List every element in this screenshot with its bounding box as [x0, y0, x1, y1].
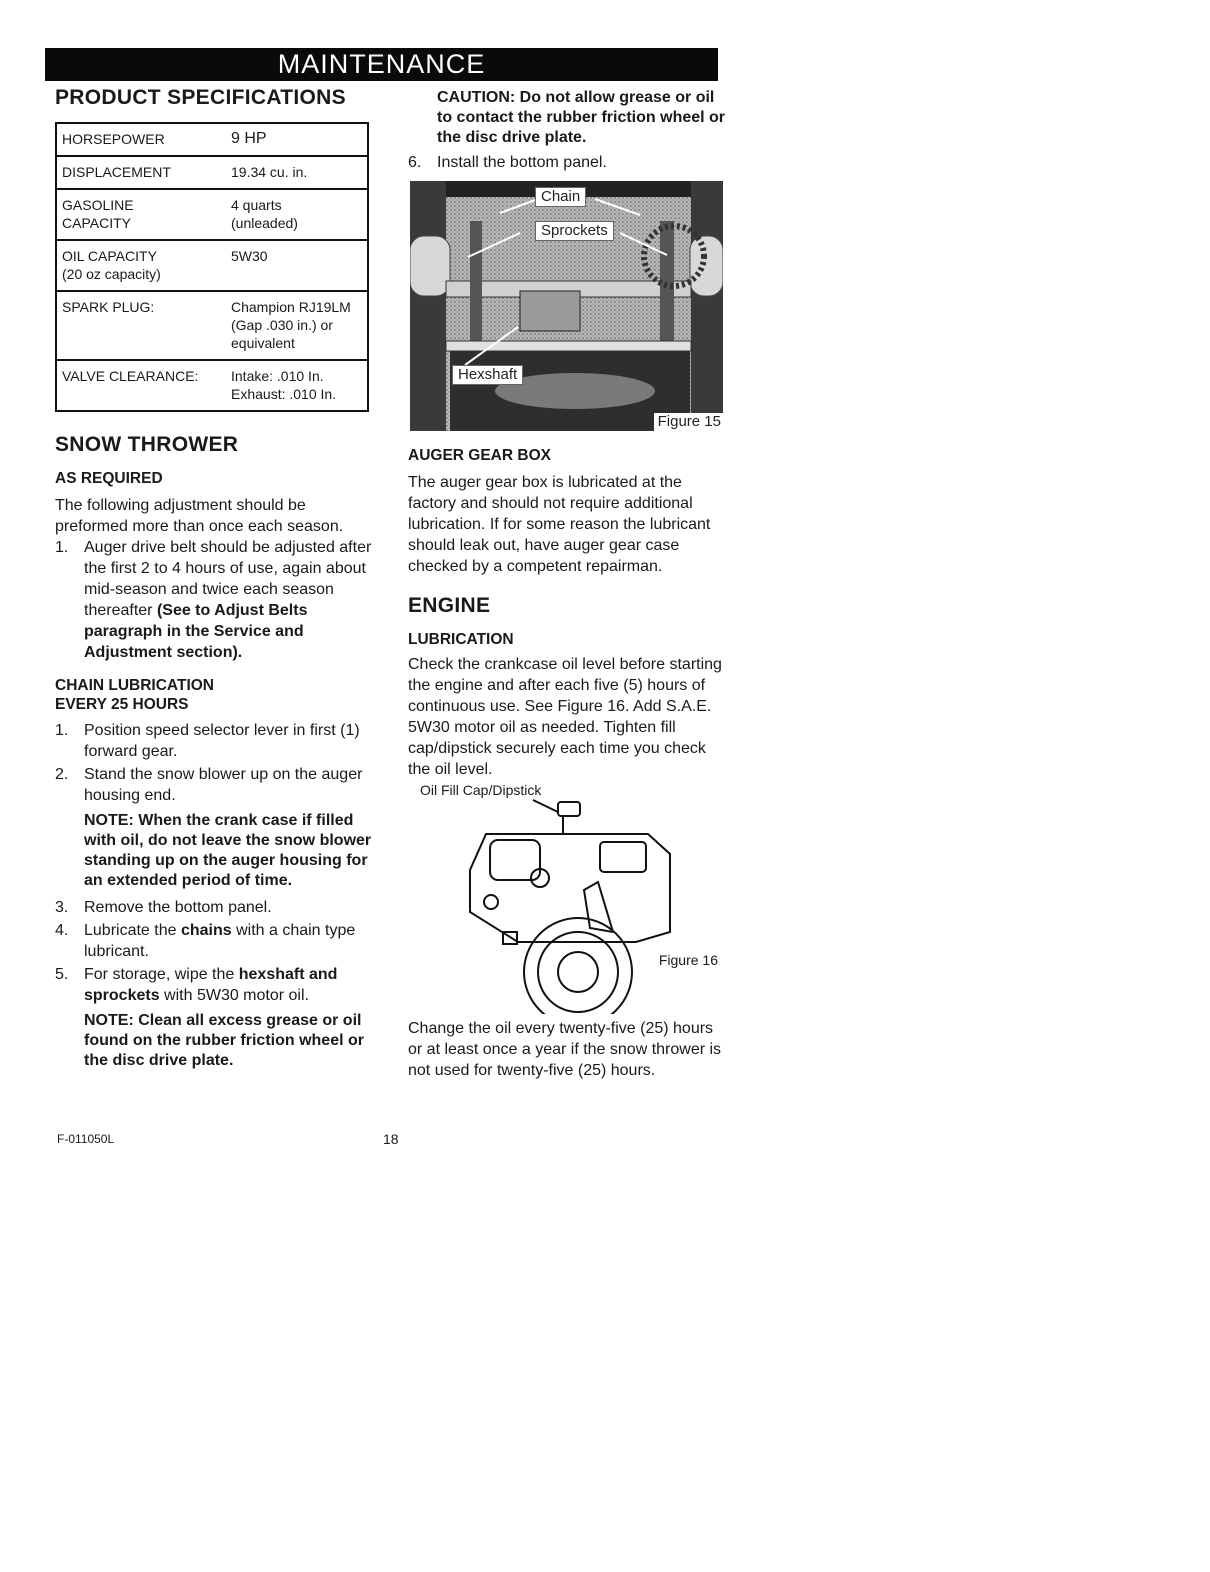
chain-list — [55, 720, 375, 806]
spec-label: SPARK PLUG: — [56, 291, 226, 360]
list-item — [55, 720, 375, 762]
snow-thrower-title: SNOW THROWER — [55, 433, 239, 456]
document-code: F-011050L — [57, 1132, 115, 1146]
list-text: Remove the bottom panel. — [84, 899, 272, 916]
lubrication-text: Check the crankcase oil level before starting the engine and after each five (5) hours of continuous use. See Figure 16. Add S.A.E. 5W30 motor oil as needed. Tighten fill cap/dipstick securely each time you check the oil level. — [408, 656, 722, 778]
every-25-hours-heading: EVERY 25 HOURS — [55, 696, 189, 713]
chain-label: Chain — [535, 187, 586, 207]
as-required-heading: AS REQUIRED — [55, 470, 163, 487]
caution-text: CAUTION: Do not allow grease or oil to contact the rubber friction wheel or the disc drive plate. — [437, 89, 726, 146]
spec-label: GASOLINE CAPACITY — [56, 189, 226, 240]
figure-15-photo — [410, 181, 723, 431]
product-specifications-title: PRODUCT SPECIFICATIONS — [55, 86, 346, 109]
spec-row — [56, 189, 368, 240]
list-bold-text: hexshaft and sprockets — [84, 966, 338, 1004]
list-bold-text: chains — [180, 922, 232, 939]
list-item — [408, 152, 726, 173]
list-text: For storage, wipe the — [84, 966, 239, 983]
figure-16 — [408, 782, 718, 1014]
spec-label: DISPLACEMENT — [56, 156, 226, 189]
note-crank-case: NOTE: When the crank case if filled with oil, do not leave the snow blower standing up on the auger housing for an extended period of time. — [84, 812, 372, 889]
list-bold-text: (See to Adjust Belts paragraph in the Service and Adjustment section). — [84, 602, 308, 661]
list-item — [55, 764, 375, 806]
list-number: 1. — [55, 722, 69, 739]
list-number: 1. — [55, 539, 69, 556]
oil-change-text: Change the oil every twenty-five (25) hours or at least once a year if the snow thrower is not used for twenty-five (25) hours. — [408, 1020, 722, 1079]
figure-15-caption: Figure 15 — [654, 413, 723, 431]
list-item — [55, 964, 375, 1006]
lubrication-heading: LUBRICATION — [408, 631, 514, 648]
note-clean-grease: NOTE: Clean all excess grease or oil found on the rubber friction wheel or the disc drive plate. — [84, 1012, 364, 1069]
spec-row — [56, 240, 368, 291]
list-number: 6. — [408, 154, 422, 171]
spec-value: 5W30 — [226, 240, 368, 291]
page-number: 18 — [383, 1131, 399, 1147]
spec-row — [56, 360, 368, 411]
spec-value: 4 quarts (unleaded) — [226, 189, 368, 240]
spec-value: Intake: .010 In. Exhaust: .010 In. — [226, 360, 368, 411]
right-column — [408, 88, 726, 1081]
figure-15 — [410, 181, 723, 431]
list-text: Auger drive belt should be adjusted after the first 2 to 4 hours of use, again about mid-season and twice each season thereafter — [84, 539, 372, 619]
figure-16-caption: Figure 16 — [658, 952, 718, 968]
spec-value: 9 HP — [231, 130, 267, 147]
list-item — [55, 920, 375, 962]
spec-label: HORSEPOWER — [62, 131, 165, 147]
engine-title: ENGINE — [408, 594, 491, 617]
spec-label: VALVE CLEARANCE: — [56, 360, 226, 411]
sprockets-label: Sprockets — [535, 221, 614, 241]
list-text: Stand the snow blower up on the auger housing end. — [84, 766, 363, 804]
spec-label: OIL CAPACITY (20 oz capacity) — [56, 240, 226, 291]
list-text: Position speed selector lever in first (1) forward gear. — [84, 722, 360, 760]
list-text: with a chain type lubricant. — [84, 922, 356, 960]
as-required-intro: The following adjustment should be preformed more than once each season. — [55, 497, 344, 535]
list-number: 2. — [55, 766, 69, 783]
spec-value: Champion RJ19LM (Gap .030 in.) or equivalent — [226, 291, 368, 360]
spec-table — [55, 122, 369, 412]
auger-gear-box-heading: AUGER GEAR BOX — [408, 447, 551, 464]
list-number: 5. — [55, 966, 69, 983]
oil-fill-cap-label: Oil Fill Cap/Dipstick — [420, 782, 542, 798]
engine-drawing — [408, 782, 718, 1014]
chain-list-continued — [55, 897, 375, 1006]
chain-lubrication-heading: CHAIN LUBRICATION — [55, 677, 215, 694]
left-column — [55, 86, 375, 1071]
spec-row — [56, 123, 368, 156]
list-number: 4. — [55, 922, 69, 939]
list-number: 3. — [55, 899, 69, 916]
hexshaft-label: Hexshaft — [452, 365, 523, 385]
spec-row — [56, 291, 368, 360]
as-required-list — [55, 537, 375, 663]
list-item — [55, 897, 375, 918]
list-text: Install the bottom panel. — [437, 154, 607, 171]
list-text: with 5W30 motor oil. — [159, 987, 309, 1004]
spec-row — [56, 156, 368, 189]
list-item — [55, 537, 375, 663]
section-banner: MAINTENANCE — [45, 48, 718, 81]
auger-gear-box-text: The auger gear box is lubricated at the factory and should not require additional lubrication. If for some reason the lubricant should leak out, have auger gear case checked by a competent repairman. — [408, 474, 711, 575]
list-text: Lubricate the — [84, 922, 181, 939]
spec-value: 19.34 cu. in. — [226, 156, 368, 189]
install-list — [408, 152, 726, 173]
